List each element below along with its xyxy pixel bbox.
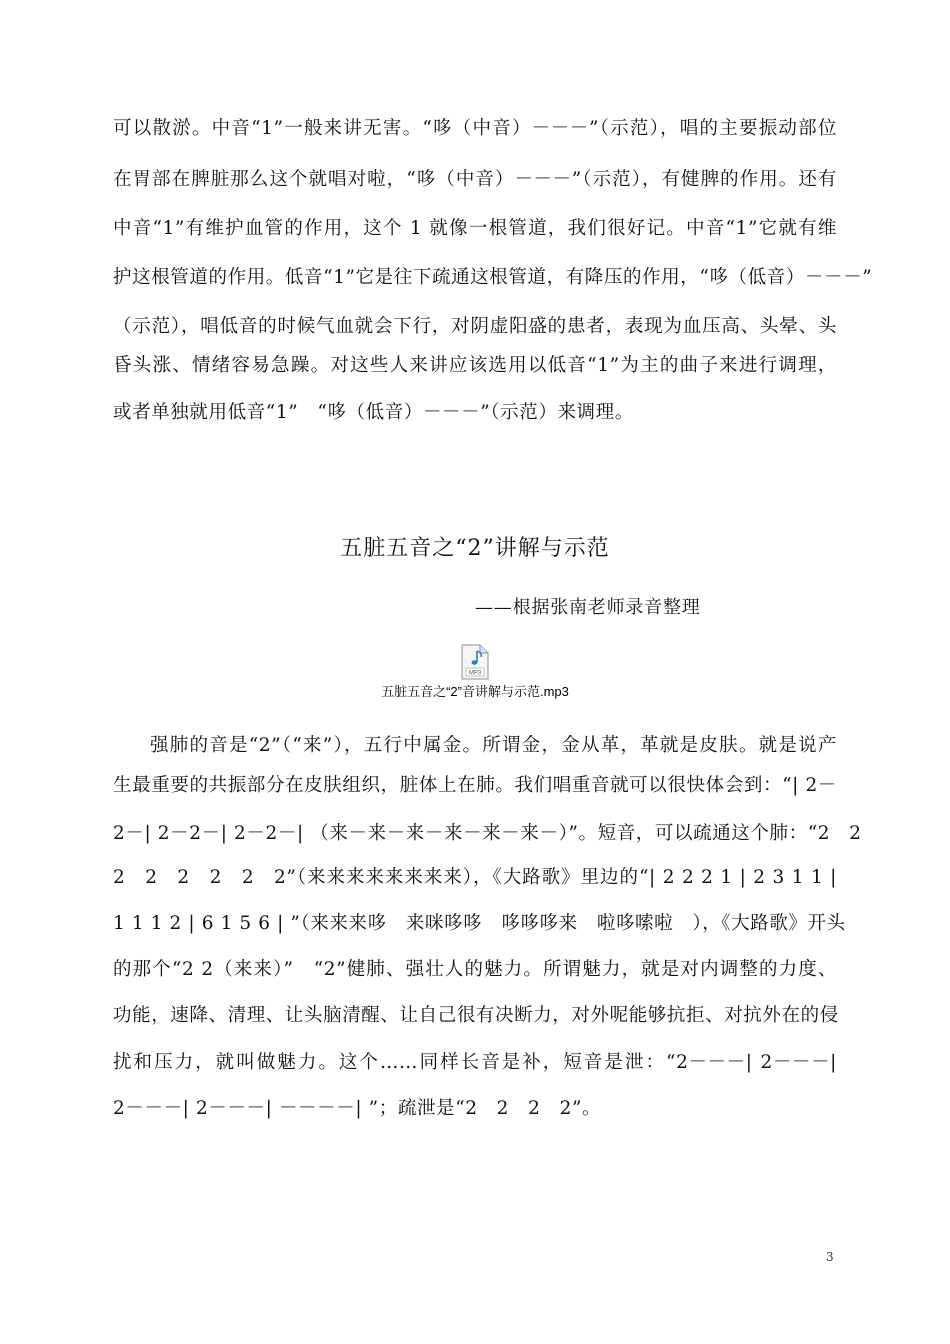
body-line-1: 强肺的音是“2”（“来”），五行中属金。所谓金，金从革，革就是皮肤。就是说产 bbox=[150, 735, 837, 756]
svg-text:MP3: MP3 bbox=[468, 670, 482, 677]
intro-line-1: 可以散淤。中音“1”一般来讲无害。“哆（中音）－－－”（示范），唱的主要振动部位 bbox=[113, 118, 837, 139]
body-line-6: 的那个“2 2（来来）” “2”健肺、强壮人的魅力。所谓魅力，就是对内调整的力度、 bbox=[113, 959, 837, 980]
body-line-5: 1 1 1 2 | 6 1 5 6 | ”（来来来哆 来咪哆哆 哆哆哆来 啦哆嗦啦 ），《大路歌》开头 bbox=[113, 913, 846, 934]
intro-line-3: 中音“1”有维护血管的作用，这个 1 就像一根管道，我们很好记。中音“1”它就有维 bbox=[113, 218, 837, 239]
intro-line-6: 昏头涨、情绪容易急躁。对这些人来讲应该选用以低音“1”为主的曲子来进行调理， bbox=[113, 355, 837, 376]
section-subtitle: ——根据张南老师录音整理 bbox=[475, 597, 701, 618]
body-line-4: 2 2 2 2 2 2”（来来来来来来来来），《大路歌》里边的“| 2 2 2 1 | 2 3 1 1 | bbox=[113, 867, 837, 888]
page-number: 3 bbox=[826, 1250, 834, 1264]
body-line-9: 2－－－| 2－－－| －－－－| ”；疏泄是“2 2 2 2”。 bbox=[113, 1098, 602, 1119]
body-line-7: 功能，速降、清理、让头脑清醒、让自己很有决断力，对外呢能够抗拒、对抗外在的侵 bbox=[113, 1005, 839, 1026]
section-title: 五脏五音之“2”讲解与示范 bbox=[340, 536, 610, 561]
mp3-file-icon[interactable] bbox=[460, 644, 490, 680]
body-line-8: 扰和压力，就叫做魅力。这个……同样长音是补，短音是泄：“2－－－| 2－－－| bbox=[113, 1052, 837, 1073]
intro-line-7: 或者单独就用低音“1” “哆（低音）－－－”（示范）来调理。 bbox=[113, 402, 634, 423]
audio-attachment[interactable] bbox=[355, 644, 595, 700]
attachment-filename[interactable]: 五脏五音之“2”音讲解与示范.mp3 bbox=[381, 684, 569, 699]
intro-line-5: （示范），唱低音的时候气血就会下行，对阴虚阳盛的患者，表现为血压高、头晕、头 bbox=[113, 316, 837, 337]
body-line-2: 生最重要的共振部分在皮肤组织，脏体上在肺。我们唱重音就可以很快体会到：“| 2－ bbox=[113, 775, 837, 796]
intro-line-4: 护这根管道的作用。低音“1”它是往下疏通这根管道，有降压的作用，“哆（低音）－－－” bbox=[113, 267, 873, 288]
body-line-3: 2－| 2－2－| 2－2－| （来－来－来－来－来－来－）”。短音，可以疏通这个肺：“2 2 bbox=[113, 823, 862, 844]
intro-line-2: 在胃部在脾脏那么这个就唱对啦，“哆（中音）－－－”（示范），有健脾的作用。还有 bbox=[113, 169, 837, 190]
